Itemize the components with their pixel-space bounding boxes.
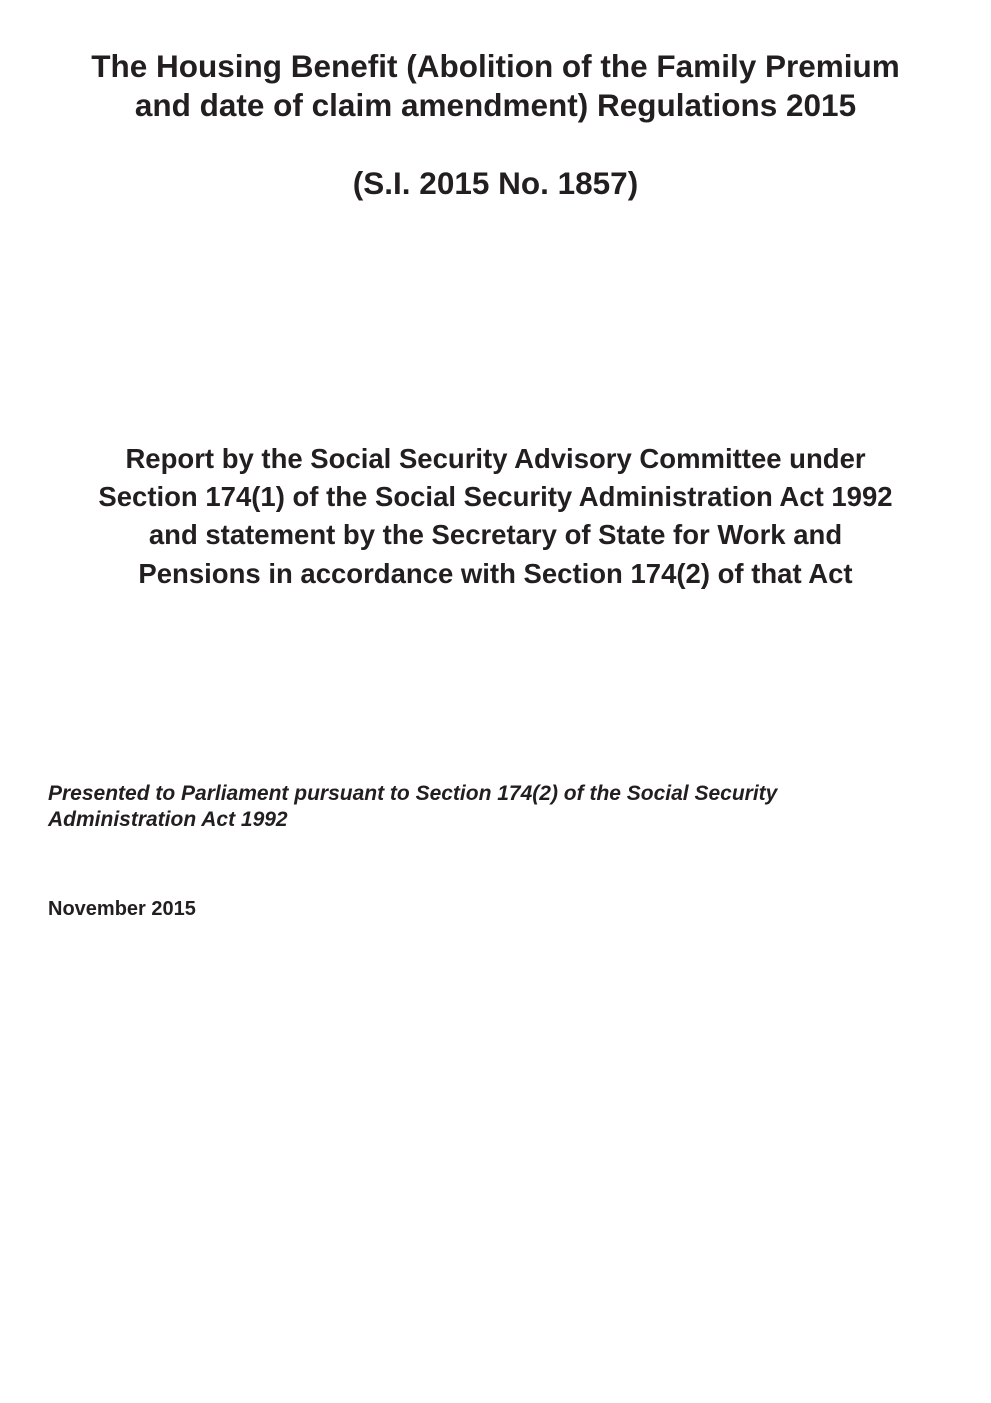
report-line-2: Section 174(1) of the Social Security Administration Act 1992 <box>98 481 893 512</box>
report-line-3: and statement by the Secretary of State for Work and <box>148 519 843 550</box>
title-line-1: The Housing Benefit (Abolition of the Family Premium <box>91 48 900 84</box>
si-number: (S.I. 2015 No. 1857) <box>352 165 639 201</box>
publication-date: November 2015 <box>48 898 196 920</box>
presented-line-1: Presented to Parliament pursuant to Section 174(2) of the Social Security <box>48 782 778 805</box>
report-line-4: Pensions in accordance with Section 174(2) of that Act <box>138 558 853 589</box>
presented-line-2: Administration Act 1992 <box>48 808 288 831</box>
title-line-2: and date of claim amendment) Regulations 2015 <box>134 87 857 123</box>
report-line-1: Report by the Social Security Advisory Committee under <box>125 443 866 474</box>
